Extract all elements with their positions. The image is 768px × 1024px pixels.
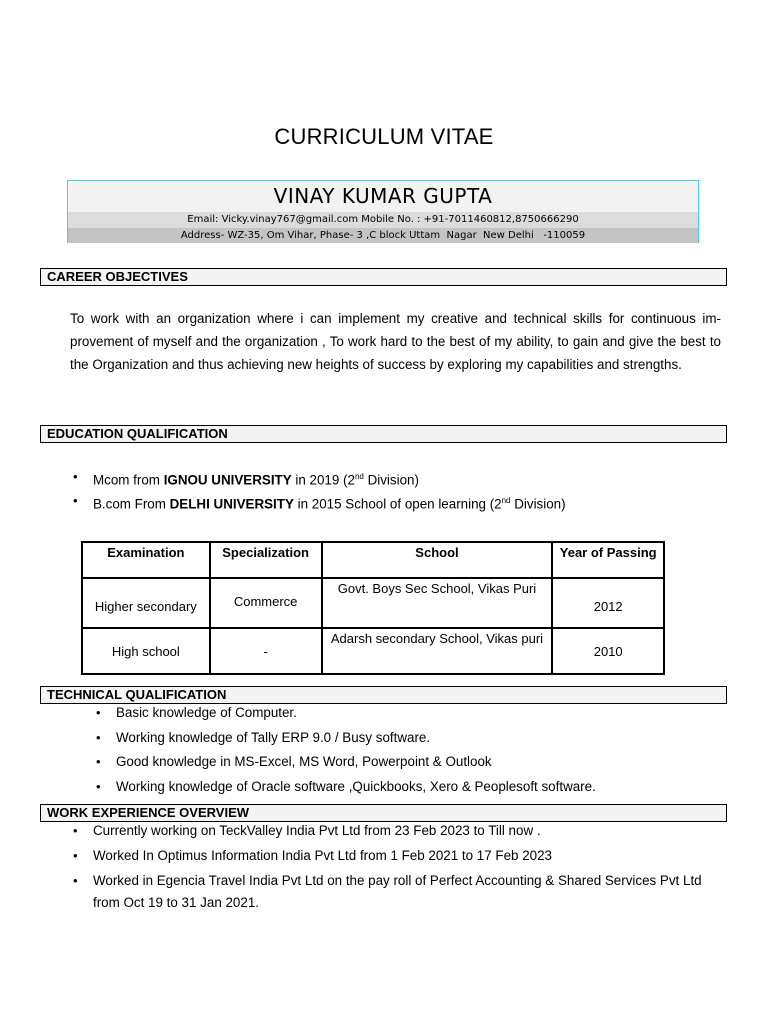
- table-cell: -: [210, 628, 322, 674]
- table-cell: 2010: [552, 628, 664, 674]
- header-box: [67, 180, 699, 243]
- bullet-icon: •: [96, 705, 101, 720]
- candidate-name: VINAY KUMAR GUPTA: [68, 181, 698, 213]
- table-row: [82, 628, 664, 674]
- address-line: Address- WZ-35, Om Vihar, Phase- 3 ,C block Uttam Nagar New Delhi -110059: [68, 228, 698, 243]
- list-item: • B.com From DELHI UNIVERSITY in 2015 School of open learning (2nd Division): [73, 493, 566, 512]
- table-cell: Higher secondary: [82, 578, 210, 628]
- table-header-row: [82, 542, 664, 578]
- list-item: • Good knowledge in MS-Excel, MS Word, Powerpoint & Outlook: [96, 754, 492, 770]
- section-technical: TECHNICAL QUALIFICATION: [40, 686, 727, 704]
- table-header-cell: Year of Passing: [552, 542, 664, 578]
- bullet-icon: •: [96, 729, 101, 745]
- list-item: • Worked in Egencia Travel India Pvt Ltd on the pay roll of Perfect Accounting & Shared Services Pvt Ltd from Oct 19 to 31 Jan 2021.: [93, 870, 721, 914]
- table-cell: Govt. Boys Sec School, Vikas Puri: [322, 578, 553, 628]
- section-education: EDUCATION QUALIFICATION: [40, 425, 727, 443]
- table-cell: Commerce: [210, 578, 322, 628]
- bullet-icon: •: [73, 469, 78, 484]
- education-list: [73, 468, 713, 516]
- bullet-icon: •: [73, 823, 78, 838]
- list-item: • Working knowledge of Oracle software ,Quickbooks, Xero & Peoplesoft software.: [96, 779, 596, 795]
- table-cell: 2012: [552, 578, 664, 628]
- bullet-icon: •: [73, 848, 78, 863]
- bullet-icon: •: [96, 754, 101, 770]
- work-list: [73, 822, 721, 914]
- contact-line: Email: Vicky.vinay767@gmail.com Mobile No. : +91-7011460812,8750666290: [68, 212, 698, 229]
- section-career-objectives: CAREER OBJECTIVES: [40, 268, 727, 286]
- bullet-icon: •: [73, 873, 78, 888]
- table-header-cell: Specialization: [210, 542, 322, 578]
- table-row: [82, 578, 664, 628]
- career-objective-text: To work with an organization where i can implement my creative and technical skills for continuous im-provement of myself and the organization , To work hard to the best of my ability, to gain and give the best to the Organization and thus achieving new heights of success by exploring my capabilities and strengths.: [70, 311, 721, 372]
- table-cell: Adarsh secondary School, Vikas puri: [322, 628, 553, 674]
- table-header-cell: Examination: [82, 542, 210, 578]
- list-item: • Mcom from IGNOU UNIVERSITY in 2019 (2nd Division): [73, 469, 419, 488]
- list-item: • Basic knowledge of Computer.: [96, 705, 297, 720]
- list-item: • Worked In Optimus Information India Pvt Ltd from 1 Feb 2021 to 17 Feb 2023: [73, 848, 553, 863]
- list-item: • Currently working on TeckValley India Pvt Ltd from 23 Feb 2023 to Till now .: [73, 823, 541, 838]
- list-item: • Working knowledge of Tally ERP 9.0 / Busy software.: [96, 729, 431, 745]
- technical-list: [96, 704, 716, 803]
- table-header-cell: School: [322, 542, 553, 578]
- bullet-icon: •: [73, 493, 78, 508]
- document-title: CURRICULUM VITAE: [274, 124, 494, 149]
- table-cell: High school: [82, 628, 210, 674]
- section-work-experience: WORK EXPERIENCE OVERVIEW: [40, 804, 727, 822]
- bullet-icon: •: [96, 779, 101, 795]
- education-table: [81, 541, 665, 675]
